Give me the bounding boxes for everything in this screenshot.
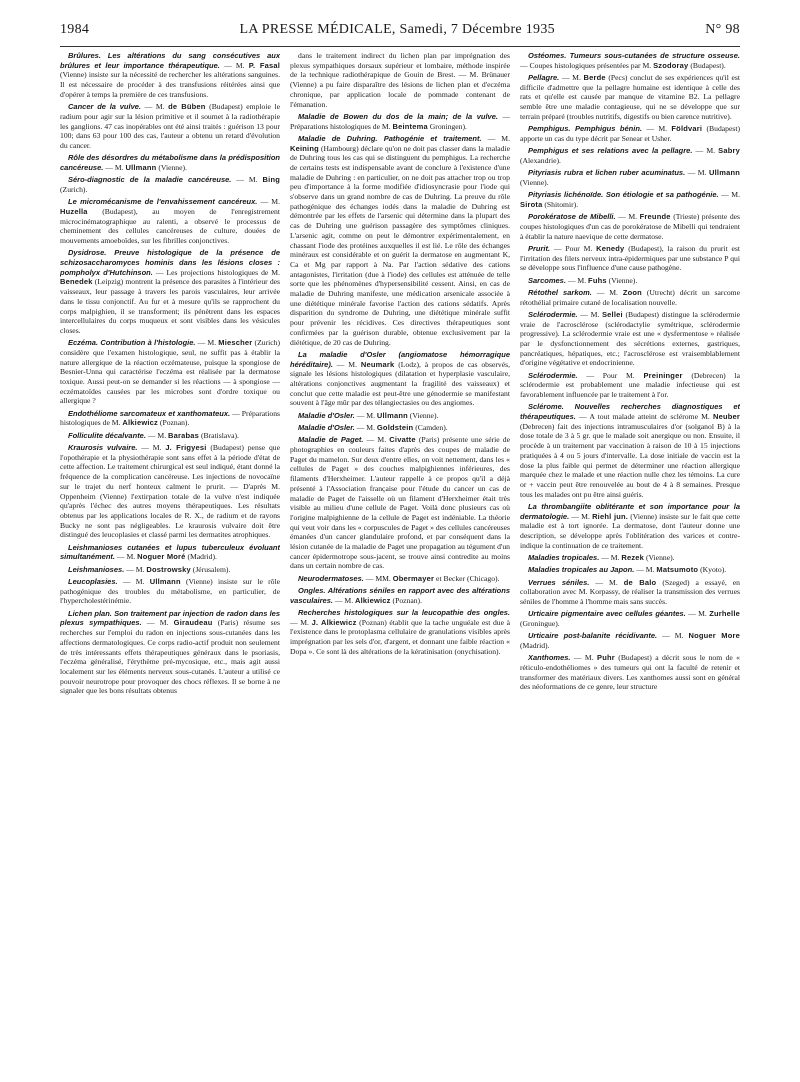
abstract-entry bbox=[520, 631, 740, 650]
entry-lead: — M. bbox=[685, 168, 710, 178]
entry-body: (Szeged) a essayé, en collaboration avec M. Korpassy, de réaliser la transmission des verrues séniles de l'homme à l'homme mais sans succès. bbox=[520, 577, 740, 607]
entry-author: Obermayer bbox=[392, 573, 435, 583]
entry-title: Leucoplasies. bbox=[68, 576, 118, 586]
entry-body: (Madrid). bbox=[185, 552, 217, 562]
entry-body: (Budapest). bbox=[688, 60, 726, 70]
issue-number: N° 98 bbox=[705, 22, 740, 37]
abstract-entry bbox=[290, 350, 510, 408]
entry-lead: — Pour M. bbox=[577, 370, 644, 380]
entry-author: Fuhs bbox=[588, 275, 607, 285]
abstract-entry bbox=[60, 175, 280, 194]
entry-lead: — M. bbox=[634, 565, 657, 575]
entry-author: Keining bbox=[290, 143, 319, 153]
entry-title: Recherches histologiques sur la leucopathie des ongles. bbox=[298, 608, 510, 618]
entry-body: (Poznan). bbox=[157, 418, 190, 428]
entry-author: Zurhelle bbox=[709, 609, 740, 619]
entry-lead: — M. bbox=[354, 410, 377, 420]
text-columns bbox=[60, 51, 740, 1073]
entry-title: Sclérome. Nouvelles recherches diagnostiques et thérapeutiques. bbox=[520, 402, 740, 422]
entry-body: (Budapest), la raison du prurit est l'irritation des filets nerveux intra-épidermiques par une substance P qui se développe sous l'influence d'une cause pathogène. bbox=[520, 243, 740, 273]
entry-title: Urticaire post-balanite récidivante. bbox=[528, 631, 658, 641]
entry-lead: — M. bbox=[332, 595, 356, 605]
abstract-entry bbox=[520, 190, 740, 209]
abstract-entry bbox=[60, 153, 280, 172]
entry-author: Riehl jun. bbox=[592, 511, 629, 521]
entry-lead: — Coupes histologiques présentées par M. bbox=[520, 60, 654, 70]
journal-title: LA PRESSE MÉDICALE, Samedi, 7 Décembre 1935 bbox=[239, 22, 555, 37]
entry-title: Ostéomes. Tumeurs sous-cutanées de structure osseuse. bbox=[528, 51, 740, 60]
entry-title: Maladie de Paget. bbox=[298, 435, 364, 445]
entry-body: (Madrid). bbox=[520, 641, 550, 651]
entry-author: J. Frigyesi bbox=[165, 443, 207, 453]
entry-body: (Budapest), au moyen de l'enregistrement microcinématographique au ralenti, a observé le processus de cheminement des cellules cancéreuses de culture, douées de mouvements amoeboïdes, sur les fibrilles conjonctives. bbox=[60, 206, 280, 246]
entry-body: (Groningue). bbox=[520, 619, 560, 629]
entry-author: Sabry bbox=[718, 146, 740, 156]
abstract-entry bbox=[520, 565, 740, 575]
column-left bbox=[60, 51, 280, 1073]
entry-body: (Vienne) insiste sur la nécessité de rechercher les altérations sanguines. Il est nécessaire de procéder à des transfusions réitérées ainsi que d'opérer à temps la première de ces transfusions. bbox=[60, 70, 280, 99]
entry-author: Matsumoto bbox=[656, 565, 699, 575]
entry-body: (Vienne). bbox=[644, 553, 675, 563]
entry-author: Bing bbox=[262, 175, 280, 185]
entry-body: (Poznan) établit que la tache unguéale est due à l'existence dans le protoplasma cellulaire de granulations visibles après imprégnation par les sels d'or, d'argent, et donnant une faible réaction « Dopa ». Ce sont là des altérations de la kératinisation (onychisation). bbox=[290, 617, 510, 656]
entry-author: Ullmann bbox=[376, 410, 408, 420]
abstract-entry bbox=[520, 124, 740, 143]
entry-title: Maladie de Bowen du dos de la main; de la vulve. bbox=[298, 111, 498, 121]
entry-lead: — M. bbox=[290, 617, 312, 627]
entry-title: Leishmanioses cutanées et lupus tuberculeux évoluant simultanément. bbox=[60, 542, 280, 562]
abstract-entry bbox=[290, 608, 510, 657]
abstract-entry bbox=[290, 574, 510, 584]
entry-title: Prurit. bbox=[528, 243, 551, 253]
entry-author: Barabas bbox=[168, 430, 200, 440]
abstract-entry bbox=[60, 197, 280, 246]
entry-body: (Vienne). bbox=[520, 177, 549, 187]
column-middle bbox=[290, 51, 510, 1073]
entry-title: Pityriasis lichénoïde. Son étiologie et sa pathogénie. bbox=[528, 190, 719, 200]
entry-title: Folliculite décalvante. bbox=[68, 430, 146, 440]
abstract-entry bbox=[60, 543, 280, 562]
column-right bbox=[520, 51, 740, 1073]
entry-lead: — M. bbox=[231, 175, 263, 185]
entry-author: Huzella bbox=[60, 206, 88, 216]
entry-author: Ullmann bbox=[709, 168, 740, 178]
abstract-entry bbox=[290, 51, 510, 109]
entry-body: (Vienne). bbox=[407, 410, 439, 420]
entry-title: Séro-diagnostic de la maladie cancéreuse. bbox=[68, 175, 232, 185]
entry-lead: — M. bbox=[219, 60, 249, 70]
abstract-entry bbox=[290, 134, 510, 347]
entry-body: (Bratislava). bbox=[199, 430, 239, 440]
entry-lead: — M. bbox=[559, 73, 584, 82]
entry-title: Porokératose de Mibelli. bbox=[528, 212, 616, 222]
abstract-entry bbox=[290, 435, 510, 571]
entry-lead: — Pour M. bbox=[550, 243, 597, 253]
entry-body: (Vienne). bbox=[156, 162, 187, 172]
entry-body: (Alexandrie). bbox=[520, 155, 561, 165]
entry-lead: — M. bbox=[115, 552, 138, 562]
entry-author: Zoon bbox=[622, 287, 642, 297]
abstract-entry bbox=[290, 586, 510, 605]
abstract-entry bbox=[60, 577, 280, 606]
entry-author: Civatte bbox=[389, 435, 416, 445]
entry-lead: — M. bbox=[615, 212, 640, 222]
entry-body: (Budapest) emploie le radium pour agir sur la lésion primitive et il soumet à la radiothérapie les ganglions. 47 cas inopérables ont été ainsi traités : guérison 13 pour 100; dans 63 pour 100 des cas, l'auteur a obtenu un retard d'évolution du cancer. bbox=[60, 102, 280, 150]
entry-title: Neurodermatoses. bbox=[298, 573, 364, 583]
entry-title: La maladie d'Osler (angiomatose hémorragique héréditaire). bbox=[290, 349, 510, 369]
entry-title: Brûlures. Les altérations du sang consécutives aux brûlures et leur importance thérapeutique. bbox=[60, 51, 280, 70]
entry-lead: — M. bbox=[195, 338, 219, 348]
abstract-entry bbox=[520, 73, 740, 122]
entry-title: Pemphigus et ses relations avec la pellagre. bbox=[528, 146, 693, 156]
abstract-entry bbox=[520, 609, 740, 628]
entry-lead: — Préparations histologiques de M. bbox=[290, 111, 510, 131]
abstract-entry bbox=[60, 338, 280, 406]
entry-author: Noguer More bbox=[688, 631, 740, 641]
entry-lead: — M. bbox=[591, 287, 623, 297]
entry-lead: — M. bbox=[570, 653, 598, 663]
entry-lead: — M. bbox=[257, 197, 280, 207]
entry-title: Endothéliome sarcomateux et xanthomateux. bbox=[68, 408, 231, 418]
abstract-entry bbox=[290, 411, 510, 421]
entry-author: Neuber bbox=[712, 412, 740, 422]
entry-title: Sarcomes. bbox=[528, 275, 566, 285]
entry-title: Maladie d'Osler. bbox=[298, 422, 355, 432]
entry-body: (Zurich) considère que l'examen histologique, seul, ne suffit pas à établir la nature allergique de la réaction eczémateuse, puisque la spongiose de Besnier-Unna qui caractérise l'eczéma est réalisée par la dermatose toxique. Aussi peut-on se demander si les réactions — à spongiose — eczématoïdes causées par les microbes sont d'ordre toxique ou allergique ? bbox=[60, 338, 280, 406]
entry-body: (Budapest) apporte un cas du type décrit par Senear et Usher. bbox=[520, 124, 740, 143]
entry-author: Ullmann bbox=[149, 576, 181, 586]
entry-title: Verrues séniles. bbox=[528, 577, 590, 587]
abstract-entry bbox=[60, 443, 280, 540]
entry-author: J. Alkiewicz bbox=[311, 617, 357, 627]
abstract-entry bbox=[520, 244, 740, 273]
abstract-entry bbox=[520, 310, 740, 368]
entry-body: (Budapest) distingue la sclérodermie vraie de l'acrosclérose (sclérodactylie symétrique, sclérodermie progressive). La sclérodermie vraie est une « dysfermentose » réalisée par le dysfonctionnement des sécrétions externes, gastriques, pancréatiques, hépatiques, etc.; l'acrosclérose est vraisemblablement d'origine végétative et endocrinienne. bbox=[520, 309, 740, 368]
entry-author: Berde bbox=[583, 73, 606, 82]
entry-body: (Kyoto). bbox=[698, 565, 727, 575]
entry-body: (Vienne) insiste sur le rôle pathogénique des troubles du métabolisme, en particulier, de l'hypercholestérinémie. bbox=[60, 576, 280, 606]
abstract-entry bbox=[520, 653, 740, 692]
abstract-entry bbox=[520, 146, 740, 165]
entry-lead: — A tout malade atteint de sclérome M. bbox=[575, 412, 713, 422]
entry-body: et Becker (Chicago). bbox=[434, 573, 500, 583]
entry-body: (Camden). bbox=[413, 422, 448, 432]
entry-lead: — M. bbox=[692, 146, 719, 156]
abstract-entry bbox=[520, 553, 740, 563]
entry-author: Sellei bbox=[601, 309, 623, 319]
entry-lead: — M. bbox=[577, 309, 602, 319]
entry-title: Lichen plan. Son traitement par injection de radon dans les plexus sympathiques. bbox=[60, 608, 280, 628]
entry-author: Puhr bbox=[597, 653, 615, 663]
entry-title: Maladies tropicales au Japon. bbox=[528, 565, 635, 575]
entry-title: Eczéma. Contribution à l'histologie. bbox=[68, 338, 196, 348]
entry-author: Miescher bbox=[218, 338, 253, 348]
page-number: 1984 bbox=[60, 22, 90, 37]
entry-title: La thrombangiite oblitérante et son importance pour la dermatologie. bbox=[520, 501, 740, 521]
entry-lead: — M. bbox=[354, 422, 377, 432]
entry-author: Noguer Moré bbox=[137, 552, 186, 562]
entry-title: Rétothel sarkom. bbox=[528, 287, 592, 297]
entry-title: Sclérodermie. bbox=[528, 370, 578, 380]
entry-author: Preininger bbox=[643, 370, 683, 380]
entry-body: (Trieste) présente des coupes histologiques d'un cas de porokératose de Mibelli qui tendraient à établir la nature naevique de cette dermatose. bbox=[520, 212, 740, 241]
entry-author: Neumark bbox=[360, 359, 395, 369]
entry-author: Sirota bbox=[520, 199, 543, 209]
abstract-entry bbox=[520, 578, 740, 607]
entry-body: (Zurich). bbox=[60, 184, 88, 194]
entry-body: (Lodz), à propos de cas observés, signale les lésions histologiques (dilatation et hyperplasie vasculaire, altérations conjonctives augmentant la fragilité des vaisseaux) et conclut que cette maladie est peut-être une génodermie se manifestant souvent à l'âge mûr par des télangiectasies ou des angiomes. bbox=[290, 359, 510, 408]
abstract-entry bbox=[520, 402, 740, 499]
entry-author: Freunde bbox=[639, 212, 671, 222]
entry-body: (Leipzig) montrent la présence des parasites à l'intérieur des vaisseaux, leur passage à travers les parois vasculaires, leur arrivée dans le tissu conjonctif. Au fur et à mesure qu'ils se rapprochent du corps malpighien, il se transforment; ils pénètrent dans les espaces intercellulaires du corps muqueux et sont visibles dans les vésicules closes. bbox=[60, 277, 280, 335]
entry-lead: — M. bbox=[363, 435, 390, 445]
abstract-entry bbox=[520, 502, 740, 551]
entry-author: Kenedy bbox=[596, 243, 625, 253]
entry-author: Alkiewicz bbox=[122, 418, 158, 428]
entry-title: Ongles. Altérations séniles en rapport avec des altérations vasculaires. bbox=[290, 586, 510, 605]
entry-author: Alkiewicz bbox=[355, 595, 391, 605]
abstract-entry bbox=[60, 609, 280, 696]
entry-title: Maladie de Duhring. Pathogénie et traitement. bbox=[298, 133, 482, 143]
entry-body: dans le traitement indirect du lichen plan par imprégnation des plexus sympathiques dorsaux supérieur et lombaire, méthode inspirée de la technique radiothérapique de Gouin de Brest. — M. Brünauer (Vienne) a pu faire disparaître des lésions de lichen plan et d'eczéma chronique, par application locale de pommade contenant de l'émanation. bbox=[290, 51, 510, 109]
entry-author: Szodoray bbox=[653, 60, 689, 70]
entry-lead: — M. bbox=[642, 124, 672, 134]
abstract-entry bbox=[520, 212, 740, 241]
header-rule bbox=[60, 46, 740, 47]
abstract-entry bbox=[520, 51, 740, 70]
entry-lead: — Préparations histologiques de M. bbox=[60, 408, 280, 428]
entry-lead: — M. bbox=[685, 609, 710, 619]
entry-lead: — M. bbox=[141, 618, 174, 628]
entry-body: (Utrecht) décrit un sarcome rétothélial primaire cutané de localisation nouvelle. bbox=[520, 287, 740, 307]
entry-title: Pellagre. bbox=[528, 73, 560, 82]
abstract-entry bbox=[60, 102, 280, 151]
entry-lead: — M. bbox=[481, 133, 510, 143]
entry-body: (Debrecen) fait des injections intramusculaires d'or (solganol B) à la dose totale de 3 à 5 gr. que le malade soit anergique ou non. Ensuite, il procède à un traitement par vaccination à raison de 10 à 15 injections pratiquées à 4 ou 5 jours d'intervalle. La dose initiale de vaccin est la dose la plus faible qui permet de déterminer une réaction allergique marquée chez le malade et une réaction nulle chez les témoins. La cure or + vaccin peut être renouvelée au bout de 4 à 8 semaines. Presque tous les malades ont pu être ainsi guéris. bbox=[520, 421, 740, 499]
entry-lead: — M. bbox=[718, 190, 740, 200]
entry-lead: — MM. bbox=[363, 573, 393, 583]
entry-lead: — M. bbox=[589, 577, 624, 587]
entry-author: Giraudeau bbox=[173, 618, 213, 628]
entry-title: Pityriasis rubra et lichen ruber acuminatus. bbox=[528, 168, 686, 178]
entry-title: Urticaire pigmentaire avec cellules géantes. bbox=[528, 609, 686, 619]
entry-title: Leishmanioses. bbox=[68, 564, 125, 574]
entry-lead: — M. bbox=[124, 564, 147, 574]
entry-author: de Balo bbox=[623, 577, 657, 587]
entry-body: (Vienne) insiste sur le fait que cette maladie est à tort ignorée. La dermatose, dont l'auteur donne une description, se développe après l'oblitération des varices et contre-indique la continuation de ce traitement. bbox=[520, 511, 740, 550]
entry-body: (Hambourg) déclare qu'on ne doit pas classer dans la maladie de Duhring tous les cas qui se distinguent du pemphigus. La recherche de certains tests est indispensable avant de conclure à l'existence d'une maladie de Duhring : en particulier, on ne doit pas attacher trop ou trop peu d'importance à la forme modifiée d'idiosyncrasie pour l'iode qui s'observe dans un grand nombre de cas de Duhring. La preuve du rôle pathogénique des échanges iodés dans la maladie de Duhring est démontrée par les effets de l'arsenic qui détermine dans la plupart des cas de Duhring une guérison passagère des symptômes cliniques. L'arsenic agit, comme on peut le démontrer expérimentalement, en chassant l'iode des protéines auxquelles il est lié. Le rôle des échanges minéraux est considérable et on guérit la dermatose en augmentant K, Ca et Mg par rapport à Na. Par l'action sédative des cations antagonistes, l'irritation (due à l'iode) des cellules est atténuée de telle sorte que les phénomènes d'hypersensibilité cessent. Ainsi, en cas de maladie de Duhring manifeste, une médication arsenicale associée à une diététique minérale favorise l'action des cations sédatifs. Après disparition du syndrome de Duhring, une diététique minérale suffit pour prévenir les récidives. Ces directives thérapeutiques sont confirmées par la guérison durable, obtenue exclusivement par la diététique, de 20 cas de Duhring. bbox=[290, 143, 510, 347]
entry-body: (Pecs) conclut de ses expériences qu'il est difficile d'admettre que la pellagre humaine est identique à celle des rats et qu'elle est causée par manque de vitamine B2. La pellagre semble être une maladie contagieuse, qui ne se développe que sur terrain préparé (troubles nutritifs, digestifs ou bien carence nutritive). bbox=[520, 73, 740, 121]
abstract-entry bbox=[520, 371, 740, 400]
entry-body: (Paris) résume ses recherches sur l'emploi du radon en injections sous-cutanées dans les affections dermatologiques. Ce corps radio-actif produit non seulement de très intéressants effets thérapeutiques généraux dans le psoriasis, l'eczéma généralisé, l'érythème pré-mycosique, etc., mais agit aussi localement sur les éléments nerveux sous-cutanés. L'auteur a utilisé ce pouvoir neurotrope pour provoquer des chocs réflexes. Il se borne à ne signaler que les bons résultats obtenus bbox=[60, 618, 280, 696]
entry-author: Földvari bbox=[671, 124, 703, 134]
abstract-entry bbox=[60, 248, 280, 335]
entry-lead: — M. bbox=[569, 511, 593, 521]
entry-lead: — M. bbox=[103, 162, 126, 172]
entry-author: Beintema bbox=[392, 121, 428, 131]
entry-title: Kraurosis vulvaire. bbox=[68, 443, 138, 453]
entry-title: Maladie d'Osler. bbox=[298, 410, 355, 420]
entry-body: (Debrecen) la sclérodermie est probablement une maladie infectieuse qui est favorablement influencée par le traitement à l'or. bbox=[520, 370, 740, 400]
abstract-entry bbox=[60, 409, 280, 428]
entry-body: (Poznan). bbox=[390, 595, 423, 605]
entry-body: (Shitomir). bbox=[542, 199, 579, 209]
entry-author: P. Fasal bbox=[248, 60, 280, 70]
abstract-entry bbox=[60, 431, 280, 441]
abstract-entry bbox=[60, 51, 280, 100]
entry-lead: — M. bbox=[565, 275, 589, 285]
entry-author: Rezek bbox=[621, 553, 645, 563]
entry-lead: — Les projections histologiques de M. bbox=[152, 267, 280, 277]
entry-lead: — M. bbox=[141, 102, 169, 112]
entry-author: Ullmann bbox=[125, 162, 157, 172]
entry-body: (Budapest) a décrit sous le nom de « réticulo-endothéliomes » des tumeurs qui ont la faculté de retenir et transformer des matériaux divers. Les xanthomes aussi sont en général des néoformations de ce genre, leur structure bbox=[520, 653, 740, 692]
entry-lead: — M. bbox=[599, 553, 622, 563]
entry-title: Pemphigus. Pemphigus bénin. bbox=[528, 124, 643, 134]
abstract-entry bbox=[290, 112, 510, 131]
abstract-entry bbox=[520, 276, 740, 286]
entry-body: (Jérusalem). bbox=[190, 564, 231, 574]
entry-title: Cancer de la vulve. bbox=[68, 102, 141, 112]
entry-lead: — M. bbox=[657, 631, 689, 641]
entry-title: Sclérodermie. bbox=[528, 309, 578, 319]
entry-title: Rôle des désordres du métabolisme dans la prédisposition cancéreuse. bbox=[60, 153, 280, 172]
entry-author: de Büben bbox=[168, 102, 206, 112]
entry-author: Dostrowsky bbox=[146, 564, 191, 574]
entry-body: Groningen). bbox=[427, 121, 467, 131]
abstract-entry bbox=[60, 565, 280, 575]
abstract-entry bbox=[290, 423, 510, 433]
entry-body: (Budapest) pense que l'opothérapie et la physiothérapie sont sans effet à la période d'état de cette affection. Le traitement chirurgical est seul indiqué, étant donné la fréquence de la complication cancéreuse. Les injections de novocaïne sur le trajet du nerf honteux calment le prurit. — D'après M. Oppenheim (Vienne) l'extirpation totale de la vulve n'est indiquée qu'après l'échec des autres moyens thérapeutiques. Les résultats obtenus par les applications locales de R. X., de radium et de rayons Bucky ne sont pas négligeables. Le kraurosis vulvaire doit être distingué des leucoplasies et classé parmi les dermatites atrophiques. bbox=[60, 443, 280, 540]
entry-title: Le micromécanisme de l'envahissement cancéreux. bbox=[68, 197, 258, 207]
entry-author: Benedek bbox=[60, 277, 93, 287]
entry-lead: — M. bbox=[117, 576, 150, 586]
page-header bbox=[60, 22, 740, 44]
entry-body: (Vienne). bbox=[606, 275, 638, 285]
entry-lead: — M. bbox=[332, 359, 361, 369]
entry-lead: — M. bbox=[145, 430, 169, 440]
entry-lead: — M. bbox=[137, 443, 166, 453]
abstract-entry bbox=[520, 168, 740, 187]
entry-body: (Paris) présente une série de photographies en couleurs faites d'après des coupes de maladie de Paget du mamelon. Sur deux d'entre elles, on voit nettement, dans les « cellules de Paget » des couches malpighiennes inférieures, des filaments d'Herxheimer. L'auteur rappelle à ce propos qu'il a déjà présenté à l'Association française pour l'étude du cancer un cas de maladie de Paget de l'aisselle où un filament d'Herxheimer était très visible au milieu d'une cellule de Paget. Voilà donc plusieurs cas où l'origine malpighienne de la cellule de Paget est indéniable. La théorie qui veut voir dans les « corpuscules de Paget » des cellules cancéreuses émanées d'un cancer glandulaire profond, et par conséquent dans la lésion cutanée de la maladie de Paget une propagation au tégument d'un cancer épidermotrope sous-jacent, se trouve ainsi contredite au moins dans un certain nombre de cas. bbox=[290, 435, 510, 571]
entry-title: Dysidrose. Preuve histologique de la présence de schizosaccharomyces hominis dans les lésions closes : pompholyx d'Hutchinson. bbox=[60, 248, 280, 277]
entry-title: Maladies tropicales. bbox=[528, 553, 600, 563]
entry-author: Goldstein bbox=[376, 422, 414, 432]
entry-title: Xanthomes. bbox=[528, 653, 571, 663]
abstract-entry bbox=[520, 288, 740, 307]
